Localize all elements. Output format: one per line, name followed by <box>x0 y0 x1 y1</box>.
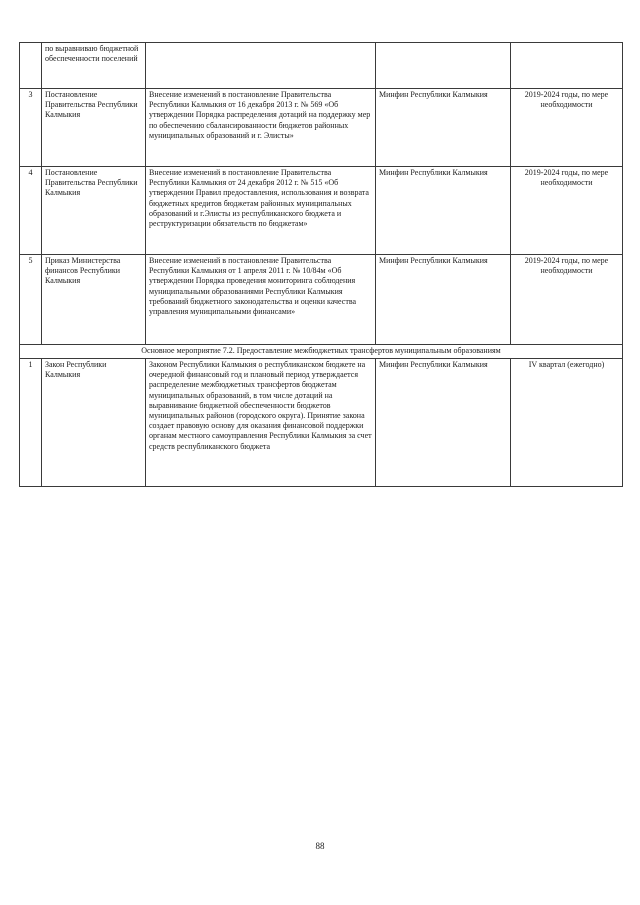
row-number: 5 <box>20 255 42 345</box>
document-content: Внесение изменений в постановление Правительства Республики Калмыкия от 16 декабря 2013 г. № 569 «Об утверждении Порядка распределения дотаций на поддержку мер по обеспечению сбалансированности бюджетов районных муниципальных образований и г. Элисты» <box>146 89 376 167</box>
document-content: Внесение изменений в постановление Правительства Республики Калмыкия от 24 декабря 2012 г. № 515 «Об утверждении Правил предоставления, использования и возврата бюджетных кредитов бюджетам районных муниципальных образований и г.Элисты из республиканского бюджета и реструктуризации обязательств по бюджетам» <box>146 167 376 255</box>
section-row <box>20 345 623 359</box>
table-row <box>20 89 623 167</box>
row-number: 4 <box>20 167 42 255</box>
row-number: 3 <box>20 89 42 167</box>
page-number: 88 <box>315 841 325 851</box>
executor <box>376 43 511 89</box>
document-content: Внесение изменений в постановление Правительства Республики Калмыкия от 1 апреля 2011 г. № 10/84м «Об утверждении Порядка проведения мониторинга соблюдения муниципальными образованиями Республики Калмыкия требований бюджетного законодательства и оценки качества управления муниципальными финансами» <box>146 255 376 345</box>
executor: Минфин Республики Калмыкия <box>376 255 511 345</box>
document-type: по выравниваю бюджетной обеспеченности поселений <box>42 43 146 89</box>
table-row <box>20 167 623 255</box>
period <box>511 43 623 89</box>
document-type: Постановление Правительства Республики Калмыкия <box>42 89 146 167</box>
executor: Минфин Республики Калмыкия <box>376 359 511 487</box>
executor: Минфин Республики Калмыкия <box>376 167 511 255</box>
period: 2019-2024 годы, по мере необходимости <box>511 89 623 167</box>
period: IV квартал (ежегодно) <box>511 359 623 487</box>
measures-table <box>19 42 623 487</box>
table-row <box>20 255 623 345</box>
document-type: Приказ Министерства финансов Республики Калмыкия <box>42 255 146 345</box>
document-type: Постановление Правительства Республики Калмыкия <box>42 167 146 255</box>
period: 2019-2024 годы, по мере необходимости <box>511 255 623 345</box>
period: 2019-2024 годы, по мере необходимости <box>511 167 623 255</box>
document-content <box>146 43 376 89</box>
table-row <box>20 43 623 89</box>
row-number <box>20 43 42 89</box>
table-row <box>20 359 623 487</box>
executor: Минфин Республики Калмыкия <box>376 89 511 167</box>
document-type: Закон Республики Калмыкия <box>42 359 146 487</box>
section-title: Основное мероприятие 7.2. Предоставление межбюджетных трансфертов муниципальным образованиям <box>20 345 623 359</box>
document-content: Законом Республики Калмыкия о республиканском бюджете на очередной финансовый год и плановый период утверждается распределение межбюджетных трансфертов бюджетам муниципальных образований, в том числе дотаций на выравнивание бюджетной обеспеченности бюджетов муниципальных районов (городского округа). Принятие закона создает правовую основу для оказания финансовой поддержки органам местного самоуправления Республики Калмыкия за счет средств республиканского бюджета <box>146 359 376 487</box>
row-number: 1 <box>20 359 42 487</box>
